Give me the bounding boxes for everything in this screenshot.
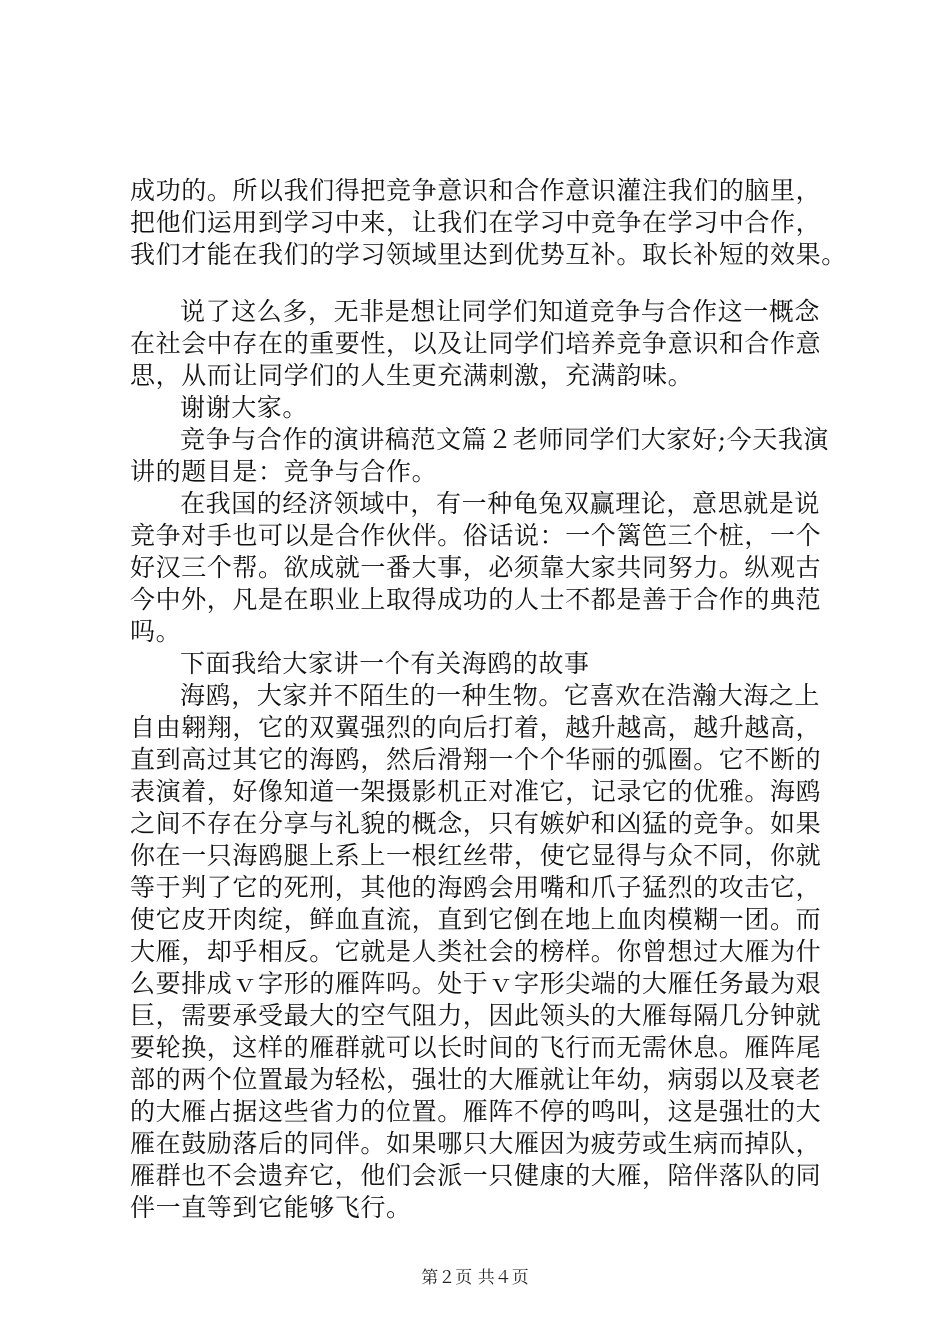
text-line: 的大雁占据这些省力的位置。雁阵不停的鸣叫，这是强壮的大 [130, 1097, 822, 1126]
text-line: 自由翱翔，它的双翼强烈的向后打着，越升越高，越升越高， [130, 713, 822, 742]
text-line: 伴一直等到它能够飞行。 [130, 1193, 412, 1222]
text-line: 在我国的经济领域中，有一种龟兔双赢理论，意思就是说 [180, 489, 821, 518]
text-line: 海鸥，大家并不陌生的一种生物。它喜欢在浩瀚大海之上 [180, 681, 821, 710]
text-line: 好汉三个帮。欲成就一番大事，必须靠大家共同努力。纵观古 [130, 553, 822, 582]
text-line: 表演着，好像知道一架摄影机正对准它，记录它的优雅。海鸥 [130, 777, 822, 806]
text-line: 今中外，凡是在职业上取得成功的人士不都是善于合作的典范 [130, 585, 822, 614]
text-line: 竞争与合作的演讲稿范文篇２老师同学们大家好;今天我演 [180, 425, 830, 454]
text-line: 讲的题目是：竞争与合作。 [130, 457, 438, 486]
text-line: 雁群也不会遗弃它，他们会派一只健康的大雁，陪伴落队的同 [130, 1161, 822, 1190]
text-line: 竞争对手也可以是合作伙伴。俗话说：一个篱笆三个桩，一个 [130, 521, 822, 550]
text-line: 说了这么多，无非是想让同学们知道竞争与合作这一概念 [180, 297, 821, 326]
page-number-footer: 第２页 共４页 [421, 1268, 529, 1288]
text-line: 把他们运用到学习中来，让我们在学习中竞争在学习中合作， [130, 208, 822, 237]
text-line: 要轮换，这样的雁群就可以长时间的飞行而无需休息。雁阵尾 [130, 1033, 822, 1062]
text-line: 成功的。所以我们得把竞争意识和合作意识灌注我们的脑里， [130, 176, 822, 205]
text-line: 直到高过其它的海鸥，然后滑翔一个个华丽的弧圈。它不断的 [130, 745, 822, 774]
text-line: 之间不存在分享与礼貌的概念，只有嫉妒和凶猛的竞争。如果 [130, 809, 822, 838]
text-line: 我们才能在我们的学习领域里达到优势互补。取长补短的效果。 [130, 240, 847, 269]
text-line: 巨，需要承受最大的空气阻力，因此领头的大雁每隔几分钟就 [130, 1001, 822, 1030]
text-line: 部的两个位置最为轻松，强壮的大雁就让年幼，病弱以及衰老 [130, 1065, 822, 1094]
text-line: 雁在鼓励落后的同伴。如果哪只大雁因为疲劳或生病而掉队， [130, 1129, 822, 1158]
text-line: 等于判了它的死刑，其他的海鸥会用嘴和爪子猛烈的攻击它， [130, 873, 822, 902]
text-line: 大雁，却乎相反。它就是人类社会的榜样。你曾想过大雁为什 [130, 937, 822, 966]
text-line: 在社会中存在的重要性，以及让同学们培养竞争意识和合作意 [130, 329, 822, 358]
text-line: 吗。 [130, 617, 182, 646]
text-line: 下面我给大家讲一个有关海鸥的故事 [180, 649, 590, 678]
text-line: 思，从而让同学们的人生更充满刺激，充满韵味。 [130, 361, 694, 390]
text-line: 你在一只海鸥腿上系上一根红丝带，使它显得与众不同，你就 [130, 841, 822, 870]
text-line: 使它皮开肉绽，鲜血直流，直到它倒在地上血肉模糊一团。而 [130, 905, 822, 934]
text-line: 谢谢大家。 [180, 393, 309, 422]
text-line: 么要排成ｖ字形的雁阵吗。处于ｖ字形尖端的大雁任务最为艰 [130, 969, 822, 998]
